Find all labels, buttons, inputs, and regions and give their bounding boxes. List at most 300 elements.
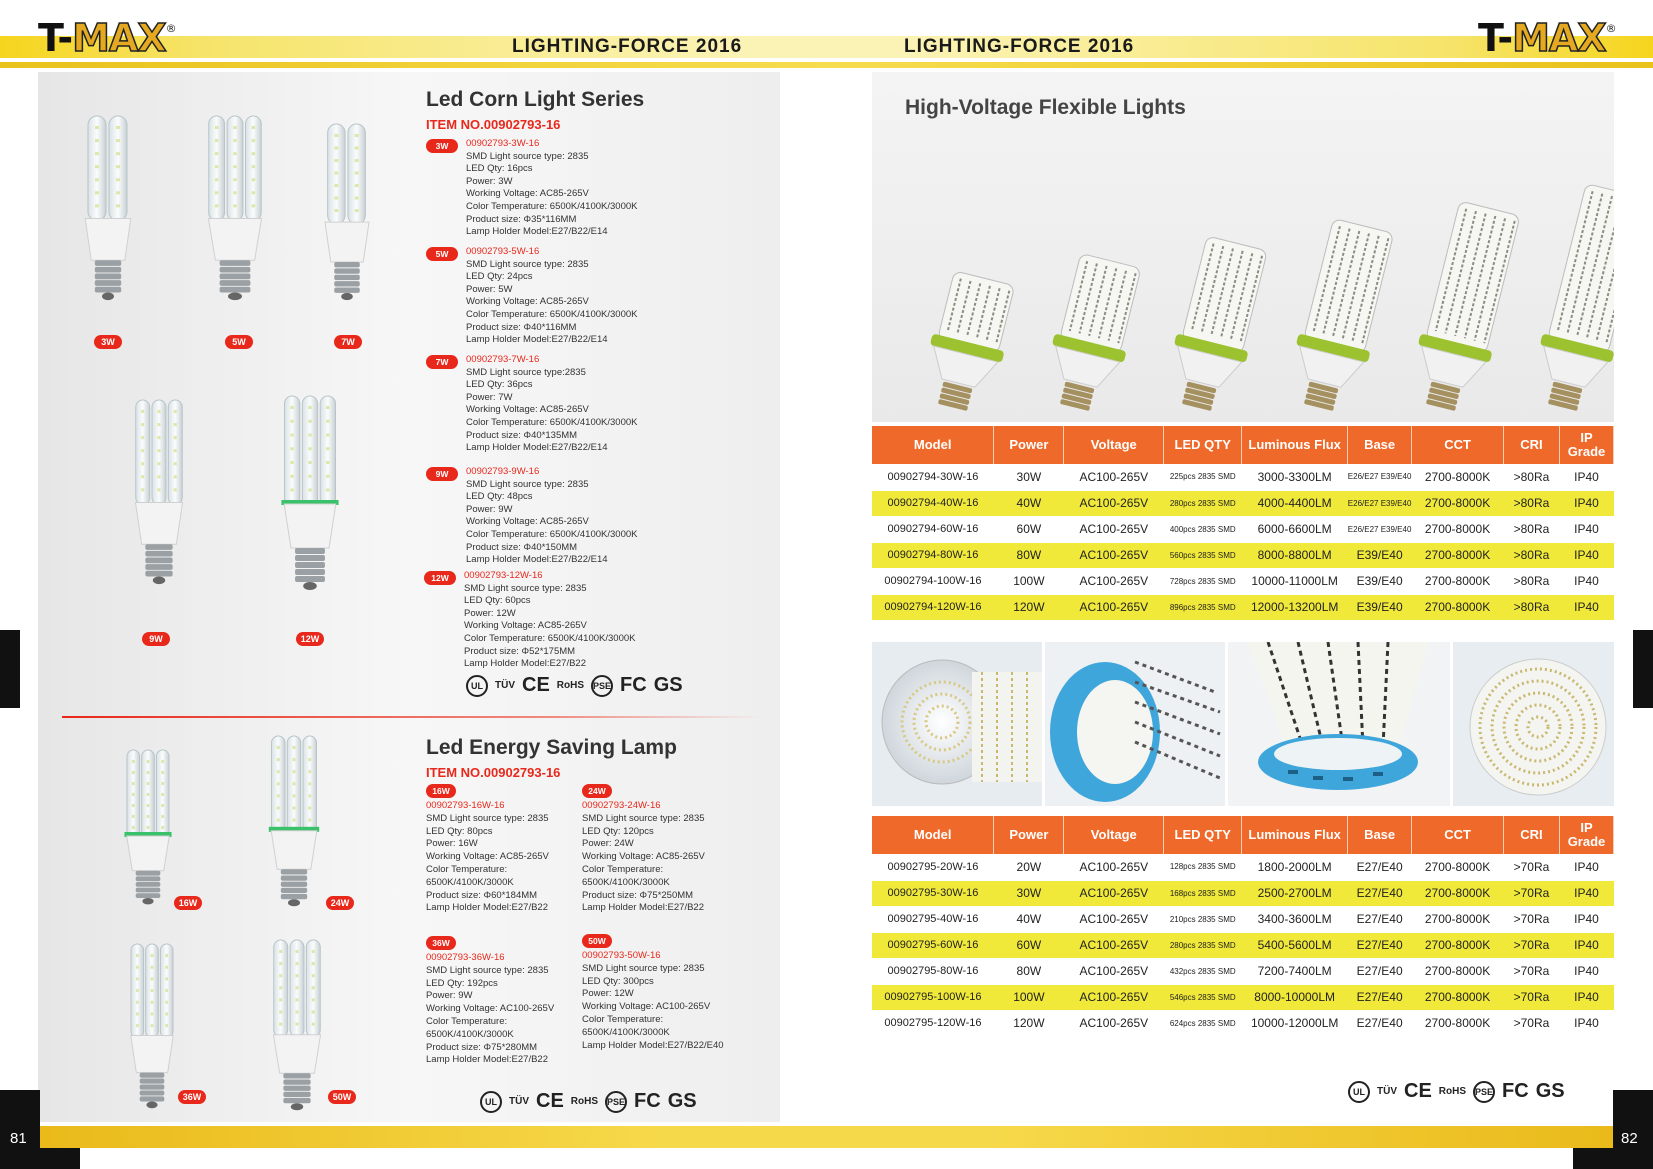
table-header-cell: Base	[1348, 816, 1412, 854]
table-cell: 00902795-80W-16	[872, 958, 994, 984]
hv-spec-table-2	[872, 816, 1614, 1037]
cert-ce-icon: CE	[522, 674, 550, 696]
table-cell: E27/E40	[1348, 854, 1412, 880]
table-cell: IP40	[1559, 906, 1613, 932]
item-code: 00902793-36W-16	[426, 952, 505, 963]
spec-line: Working Voltage: AC85-265V	[466, 516, 589, 528]
spec-line: Power: 7W	[466, 391, 513, 403]
table-header-cell: Model	[872, 426, 994, 464]
wattage-badge: 9W	[426, 467, 458, 481]
wattage-badge: 7W	[426, 355, 458, 369]
spec-line: Power: 12W	[464, 607, 516, 619]
table-cell: 120W	[994, 594, 1064, 620]
spec-block	[426, 784, 549, 915]
item-code: 00902793-3W-16	[466, 138, 540, 149]
table-cell: 2700-8000K	[1412, 490, 1504, 516]
table-cell: IP40	[1559, 516, 1613, 542]
spec-line: SMD Light source type: 2835	[466, 150, 589, 162]
item-code: 00902793-7W-16	[466, 354, 540, 365]
table-header-cell: LED QTY	[1164, 816, 1242, 854]
cert-tüv-icon: TÜV	[495, 680, 515, 691]
wattage-badge: 3W	[426, 139, 458, 153]
header-rule	[0, 62, 1653, 68]
cert-pse-icon: PSE	[1473, 1081, 1495, 1103]
table-cell: >70Ra	[1504, 906, 1560, 932]
lamp-photo	[276, 392, 344, 592]
cert-ul-icon: UL	[466, 675, 488, 697]
table-cell: 2700-8000K	[1412, 1010, 1504, 1036]
cert-ce-icon: CE	[1404, 1080, 1432, 1102]
table-cell: E27/E40	[1348, 958, 1412, 984]
spec-line: Product size: Φ75*250MM	[582, 889, 694, 901]
spec-line: SMD Light source type: 2835	[426, 964, 549, 976]
spec-line: LED Qty: 48pcs	[466, 491, 533, 503]
spec-line: Color Temperature: 6500K/4100K/3000K	[464, 632, 636, 644]
spec-block	[435, 466, 638, 567]
table-cell: 00902795-30W-16	[872, 880, 994, 906]
table-cell: E26/E27 E39/E40	[1348, 490, 1412, 516]
spec-line: Product size: Φ35*116MM	[466, 213, 577, 225]
table-cell: >80Ra	[1504, 594, 1560, 620]
table-row	[872, 906, 1614, 932]
table-row	[872, 932, 1614, 958]
table-cell: 128pcs 2835 SMD	[1164, 854, 1242, 880]
table-cell: 2700-8000K	[1412, 932, 1504, 958]
spec-line: Working Voltage: AC85-265V	[426, 851, 549, 863]
table-cell: >70Ra	[1504, 854, 1560, 880]
table-cell: AC100-265V	[1064, 1010, 1164, 1036]
table-cell: 400pcs 2835 SMD	[1164, 516, 1242, 542]
table-cell: 30W	[994, 464, 1064, 490]
wattage-badge: 3W	[94, 335, 122, 349]
spec-line: Product size: Φ40*116MM	[466, 321, 577, 333]
lamp-photo	[200, 112, 270, 302]
table-cell: 3000-3300LM	[1242, 464, 1348, 490]
cert-ul-icon: UL	[480, 1091, 502, 1113]
table-cell: 8000-8800LM	[1242, 542, 1348, 568]
table-cell: 20W	[994, 854, 1064, 880]
table-row	[872, 516, 1614, 542]
wattage-badge: 50W	[328, 1090, 356, 1104]
table-cell: 896pcs 2835 SMD	[1164, 594, 1242, 620]
table-cell: 00902794-40W-16	[872, 490, 994, 516]
table-cell: AC100-265V	[1064, 880, 1164, 906]
page-number-left: 81	[0, 1090, 40, 1169]
table-cell: 2700-8000K	[1412, 984, 1504, 1010]
spec-block	[426, 936, 554, 1067]
spec-line: LED Qty: 60pcs	[464, 595, 531, 607]
spec-line: Working Voltage: AC85-265V	[466, 404, 589, 416]
spec-line: Product size: Φ75*280MM	[426, 1041, 538, 1053]
table-cell: >70Ra	[1504, 958, 1560, 984]
lamp-photo	[128, 396, 190, 586]
spec-line: Power: 9W	[426, 990, 473, 1002]
led-closeup-photo-strip	[872, 642, 1614, 806]
table-cell: 7200-7400LM	[1242, 958, 1348, 984]
spec-line: Working Voltage: AC85-265V	[466, 296, 589, 308]
table-cell: AC100-265V	[1064, 464, 1164, 490]
spec-line: Power: 3W	[466, 175, 513, 187]
table-cell: IP40	[1559, 542, 1613, 568]
table-cell: AC100-265V	[1064, 516, 1164, 542]
item-code: 00902793-12W-16	[464, 570, 543, 581]
spec-line: LED Qty: 120pcs	[582, 825, 654, 837]
table-cell: IP40	[1559, 1010, 1613, 1036]
wattage-badge: 36W	[178, 1090, 206, 1104]
table-cell: AC100-265V	[1064, 490, 1164, 516]
saving-series-title: Led Energy Saving Lamp	[426, 736, 677, 759]
table-cell: >80Ra	[1504, 464, 1560, 490]
spec-line: Product size: Φ40*135MM	[466, 429, 578, 441]
table-cell: 60W	[994, 932, 1064, 958]
spec-line: Color Temperature:	[582, 1013, 664, 1025]
spec-line: Lamp Holder Model:E27/B22	[464, 658, 586, 670]
spec-line: Lamp Holder Model:E27/B22/E14	[466, 334, 608, 346]
table-cell: 2700-8000K	[1412, 568, 1504, 594]
lamp-photo	[266, 936, 328, 1112]
table-cell: 728pcs 2835 SMD	[1164, 568, 1242, 594]
table-header-cell: LED QTY	[1164, 426, 1242, 464]
table-cell: 120W	[994, 1010, 1064, 1036]
table-row	[872, 568, 1614, 594]
table-cell: 2700-8000K	[1412, 906, 1504, 932]
table-header-cell: CCT	[1412, 426, 1504, 464]
table-cell: 2700-8000K	[1412, 594, 1504, 620]
item-code: 00902793-16W-16	[426, 800, 505, 811]
table-cell: 2700-8000K	[1412, 880, 1504, 906]
wattage-badge: 12W	[424, 571, 456, 585]
table-cell: IP40	[1559, 880, 1613, 906]
table-row	[872, 464, 1614, 490]
table-cell: IP40	[1559, 568, 1613, 594]
spec-line: Lamp Holder Model:E27/B22	[582, 902, 704, 914]
spec-line: LED Qty: 16pcs	[466, 163, 533, 175]
table-row	[872, 880, 1614, 906]
hv-section-title: High-Voltage Flexible Lights	[905, 96, 1186, 119]
table-cell: AC100-265V	[1064, 932, 1164, 958]
table-cell: IP40	[1559, 932, 1613, 958]
table-cell: 8000-10000LM	[1242, 984, 1348, 1010]
table-cell: E27/E40	[1348, 932, 1412, 958]
cert-fc-icon: FC	[620, 674, 647, 696]
table-cell: 00902794-80W-16	[872, 542, 994, 568]
cert-ul-icon: UL	[1348, 1081, 1370, 1103]
cert-fc-icon: FC	[634, 1090, 661, 1112]
cert-gs-icon: GS	[667, 1090, 697, 1112]
spec-line: SMD Light source type: 2835	[426, 812, 549, 824]
page-number-right: 82	[1613, 1090, 1653, 1169]
hv-spec-table-1	[872, 426, 1614, 621]
spec-line: Color Temperature:	[426, 1015, 508, 1027]
table-cell: 00902795-40W-16	[872, 906, 994, 932]
table-cell: >70Ra	[1504, 984, 1560, 1010]
footer-tab-left	[40, 1148, 80, 1169]
table-cell: 2500-2700LM	[1242, 880, 1348, 906]
spec-line: Color Temperature:	[582, 863, 664, 875]
table-cell: IP40	[1559, 594, 1613, 620]
spec-line: Product size: Φ40*150MM	[466, 541, 578, 553]
spec-line: Working Voltage: AC85-265V	[466, 188, 589, 200]
spec-line: Working Voltage: AC85-265V	[464, 620, 587, 632]
spec-block	[582, 934, 724, 1052]
lamp-photo	[124, 940, 180, 1110]
table-cell: >80Ra	[1504, 516, 1560, 542]
table-header-cell: IP Grade	[1559, 816, 1613, 854]
table-cell: 210pcs 2835 SMD	[1164, 906, 1242, 932]
table-cell: AC100-265V	[1064, 984, 1164, 1010]
table-cell: 168pcs 2835 SMD	[1164, 880, 1242, 906]
spec-line: Color Temperature: 6500K/4100K/3000K	[466, 308, 638, 320]
table-cell: 225pcs 2835 SMD	[1164, 464, 1242, 490]
table-cell: AC100-265V	[1064, 958, 1164, 984]
table-cell: >70Ra	[1504, 1010, 1560, 1036]
wattage-badge: 5W	[426, 247, 458, 261]
cert-rohs-icon: RoHS	[556, 680, 585, 691]
table-cell: AC100-265V	[1064, 568, 1164, 594]
table-cell: 40W	[994, 906, 1064, 932]
wattage-badge: 16W	[174, 896, 202, 910]
table-cell: 10000-12000LM	[1242, 1010, 1348, 1036]
table-cell: E26/E27 E39/E40	[1348, 464, 1412, 490]
table-cell: E26/E27 E39/E40	[1348, 516, 1412, 542]
wattage-badge: 12W	[296, 632, 324, 646]
item-code: 00902793-24W-16	[582, 800, 661, 811]
spec-line: Power: 24W	[582, 838, 634, 850]
spec-line: Lamp Holder Model:E27/B22/E40	[582, 1039, 724, 1051]
brand-logo-left: T-MAX®	[38, 16, 176, 60]
table-cell: 2700-8000K	[1412, 958, 1504, 984]
certifications-corn	[466, 674, 683, 697]
closeup-photo-4	[1453, 642, 1614, 806]
cert-pse-icon: PSE	[605, 1091, 627, 1113]
spec-line: LED Qty: 300pcs	[582, 975, 654, 987]
table-header-cell: CRI	[1504, 426, 1560, 464]
spec-line: Product size: Φ52*175MM	[464, 645, 576, 657]
table-cell: 432pcs 2835 SMD	[1164, 958, 1242, 984]
spec-line: Lamp Holder Model:E27/B22	[426, 1054, 548, 1066]
table-cell: >80Ra	[1504, 490, 1560, 516]
table-cell: 5400-5600LM	[1242, 932, 1348, 958]
table-row	[872, 854, 1614, 880]
table-cell: AC100-265V	[1064, 542, 1164, 568]
spec-line: LED Qty: 192pcs	[426, 977, 498, 989]
lamp-photo	[264, 732, 324, 908]
wattage-badge: 24W	[326, 896, 354, 910]
table-cell: 00902795-60W-16	[872, 932, 994, 958]
table-cell: 80W	[994, 958, 1064, 984]
item-code: 00902793-9W-16	[466, 466, 540, 477]
wattage-badge: 16W	[426, 784, 456, 798]
table-cell: 40W	[994, 490, 1064, 516]
table-cell: E27/E40	[1348, 1010, 1412, 1036]
table-cell: 12000-13200LM	[1242, 594, 1348, 620]
table-cell: 10000-11000LM	[1242, 568, 1348, 594]
table-row	[872, 1010, 1614, 1036]
spec-line: Product size: Φ60*184MM	[426, 889, 538, 901]
spec-line: 6500K/4100K/3000K	[582, 876, 670, 888]
spec-line: SMD Light source type: 2835	[582, 962, 705, 974]
item-code: 00902793-50W-16	[582, 950, 661, 961]
table-cell: AC100-265V	[1064, 854, 1164, 880]
spec-line: SMD Light source type: 2835	[466, 258, 589, 270]
table-cell: E39/E40	[1348, 594, 1412, 620]
wattage-badge: 36W	[426, 936, 456, 950]
table-cell: >80Ra	[1504, 542, 1560, 568]
table-cell: E27/E40	[1348, 906, 1412, 932]
table-cell: >70Ra	[1504, 932, 1560, 958]
spec-line: Lamp Holder Model:E27/B22	[426, 902, 548, 914]
closeup-photo-2	[1045, 642, 1225, 806]
spec-line: LED Qty: 80pcs	[426, 825, 493, 837]
table-header-cell: Luminous Flux	[1242, 816, 1348, 854]
spec-line: Working Voltage: AC100-265V	[582, 1001, 711, 1013]
spec-line: SMD Light source type: 2835	[466, 478, 589, 490]
corn-series-title: Led Corn Light Series	[426, 88, 645, 111]
lamp-photo	[318, 120, 376, 302]
spec-block	[431, 570, 636, 671]
header-title-left: LIGHTING-FORCE 2016	[512, 36, 743, 57]
wattage-badge: 7W	[334, 335, 362, 349]
table-cell: 546pcs 2835 SMD	[1164, 984, 1242, 1010]
table-row	[872, 542, 1614, 568]
header-title-right: LIGHTING-FORCE 2016	[904, 36, 1135, 57]
wattage-badge: 24W	[582, 784, 612, 798]
spec-line: 6500K/4100K/3000K	[426, 876, 514, 888]
table-header-row	[872, 816, 1614, 854]
table-cell: AC100-265V	[1064, 906, 1164, 932]
spec-line: Power: 12W	[582, 988, 634, 1000]
table-cell: 1800-2000LM	[1242, 854, 1348, 880]
table-cell: IP40	[1559, 490, 1613, 516]
table-cell: 60W	[994, 516, 1064, 542]
table-cell: E39/E40	[1348, 542, 1412, 568]
table-cell: 00902794-60W-16	[872, 516, 994, 542]
table-header-cell: IP Grade	[1559, 426, 1613, 464]
table-cell: 2700-8000K	[1412, 516, 1504, 542]
spec-line: Working Voltage: AC100-265V	[426, 1003, 555, 1015]
table-cell: E39/E40	[1348, 568, 1412, 594]
table-cell: IP40	[1559, 854, 1613, 880]
spec-line: Color Temperature: 6500K/4100K/3000K	[466, 200, 638, 212]
table-cell: 00902795-20W-16	[872, 854, 994, 880]
table-cell: 00902794-120W-16	[872, 594, 994, 620]
table-cell: 00902794-30W-16	[872, 464, 994, 490]
table-cell: 30W	[994, 880, 1064, 906]
table-cell: 280pcs 2835 SMD	[1164, 932, 1242, 958]
spec-line: LED Qty: 36pcs	[466, 379, 533, 391]
header-band	[0, 36, 1653, 58]
footer-tab-right	[1573, 1148, 1613, 1169]
table-header-cell: Model	[872, 816, 994, 854]
certifications-saving	[480, 1090, 697, 1113]
side-tab-right	[1633, 630, 1653, 708]
spec-line: Lamp Holder Model:E27/B22/E14	[466, 226, 608, 238]
table-cell: 100W	[994, 984, 1064, 1010]
section-divider	[62, 716, 762, 718]
cert-tüv-icon: TÜV	[1377, 1086, 1397, 1097]
table-cell: >80Ra	[1504, 568, 1560, 594]
table-cell: 3400-3600LM	[1242, 906, 1348, 932]
closeup-photo-3	[1228, 642, 1450, 806]
table-header-cell: Voltage	[1064, 426, 1164, 464]
table-cell: AC100-265V	[1064, 594, 1164, 620]
cert-rohs-icon: RoHS	[570, 1096, 599, 1107]
spec-line: SMD Light source type:2835	[466, 366, 586, 378]
table-cell: 280pcs 2835 SMD	[1164, 490, 1242, 516]
brand-logo-right: T-MAX®	[1478, 16, 1616, 60]
table-cell: >70Ra	[1504, 880, 1560, 906]
spec-line: Lamp Holder Model:E27/B22/E14	[466, 442, 608, 454]
spec-line: Lamp Holder Model:E27/B22/E14	[466, 554, 608, 566]
spec-line: LED Qty: 24pcs	[466, 271, 533, 283]
table-header-cell: Power	[994, 816, 1064, 854]
cert-tüv-icon: TÜV	[509, 1096, 529, 1107]
table-cell: 100W	[994, 568, 1064, 594]
item-code: 00902793-5W-16	[466, 246, 540, 257]
cert-ce-icon: CE	[536, 1090, 564, 1112]
certifications-hv	[1348, 1080, 1565, 1103]
spec-line: Working Voltage: AC85-265V	[582, 851, 705, 863]
cert-gs-icon: GS	[1535, 1080, 1565, 1102]
table-row	[872, 958, 1614, 984]
table-cell: IP40	[1559, 958, 1613, 984]
table-row	[872, 984, 1614, 1010]
spec-line: Color Temperature: 6500K/4100K/3000K	[466, 416, 638, 428]
table-cell: IP40	[1559, 984, 1613, 1010]
lamp-photo	[120, 746, 176, 906]
table-header-cell: CCT	[1412, 816, 1504, 854]
wattage-badge: 9W	[142, 632, 170, 646]
cert-fc-icon: FC	[1502, 1080, 1529, 1102]
table-cell: 4000-4400LM	[1242, 490, 1348, 516]
wattage-badge: 50W	[582, 934, 612, 948]
table-cell: 624pcs 2835 SMD	[1164, 1010, 1242, 1036]
saving-item-number: ITEM NO.00902793-16	[426, 765, 561, 780]
spec-line: Power: 16W	[426, 838, 478, 850]
table-header-cell: Power	[994, 426, 1064, 464]
footer-band	[0, 1126, 1653, 1148]
cert-rohs-icon: RoHS	[1438, 1086, 1467, 1097]
table-cell: 560pcs 2835 SMD	[1164, 542, 1242, 568]
table-cell: E27/E40	[1348, 984, 1412, 1010]
spec-block	[435, 354, 638, 455]
corn-item-number: ITEM NO.00902793-16	[426, 117, 561, 132]
side-tab-left	[0, 630, 20, 708]
spec-line: SMD Light source type: 2835	[464, 582, 587, 594]
table-header-cell: CRI	[1504, 816, 1560, 854]
table-row	[872, 594, 1614, 620]
table-cell: 6000-6600LM	[1242, 516, 1348, 542]
table-header-row	[872, 426, 1614, 464]
spec-block	[435, 138, 638, 239]
spec-line: Power: 9W	[466, 503, 513, 515]
spec-line: Color Temperature:	[426, 863, 508, 875]
table-cell: 2700-8000K	[1412, 542, 1504, 568]
table-header-cell: Luminous Flux	[1242, 426, 1348, 464]
spec-block	[582, 784, 705, 915]
table-header-cell: Base	[1348, 426, 1412, 464]
closeup-photo-1	[872, 642, 1042, 806]
spec-line: Color Temperature: 6500K/4100K/3000K	[466, 528, 638, 540]
lamp-photo	[78, 112, 138, 302]
spec-line: Power: 5W	[466, 283, 513, 295]
table-cell: E27/E40	[1348, 880, 1412, 906]
spec-line: 6500K/4100K/3000K	[426, 1028, 514, 1040]
spec-block	[435, 246, 638, 347]
table-cell: 00902795-120W-16	[872, 1010, 994, 1036]
cert-pse-icon: PSE	[591, 675, 613, 697]
table-cell: 00902795-100W-16	[872, 984, 994, 1010]
